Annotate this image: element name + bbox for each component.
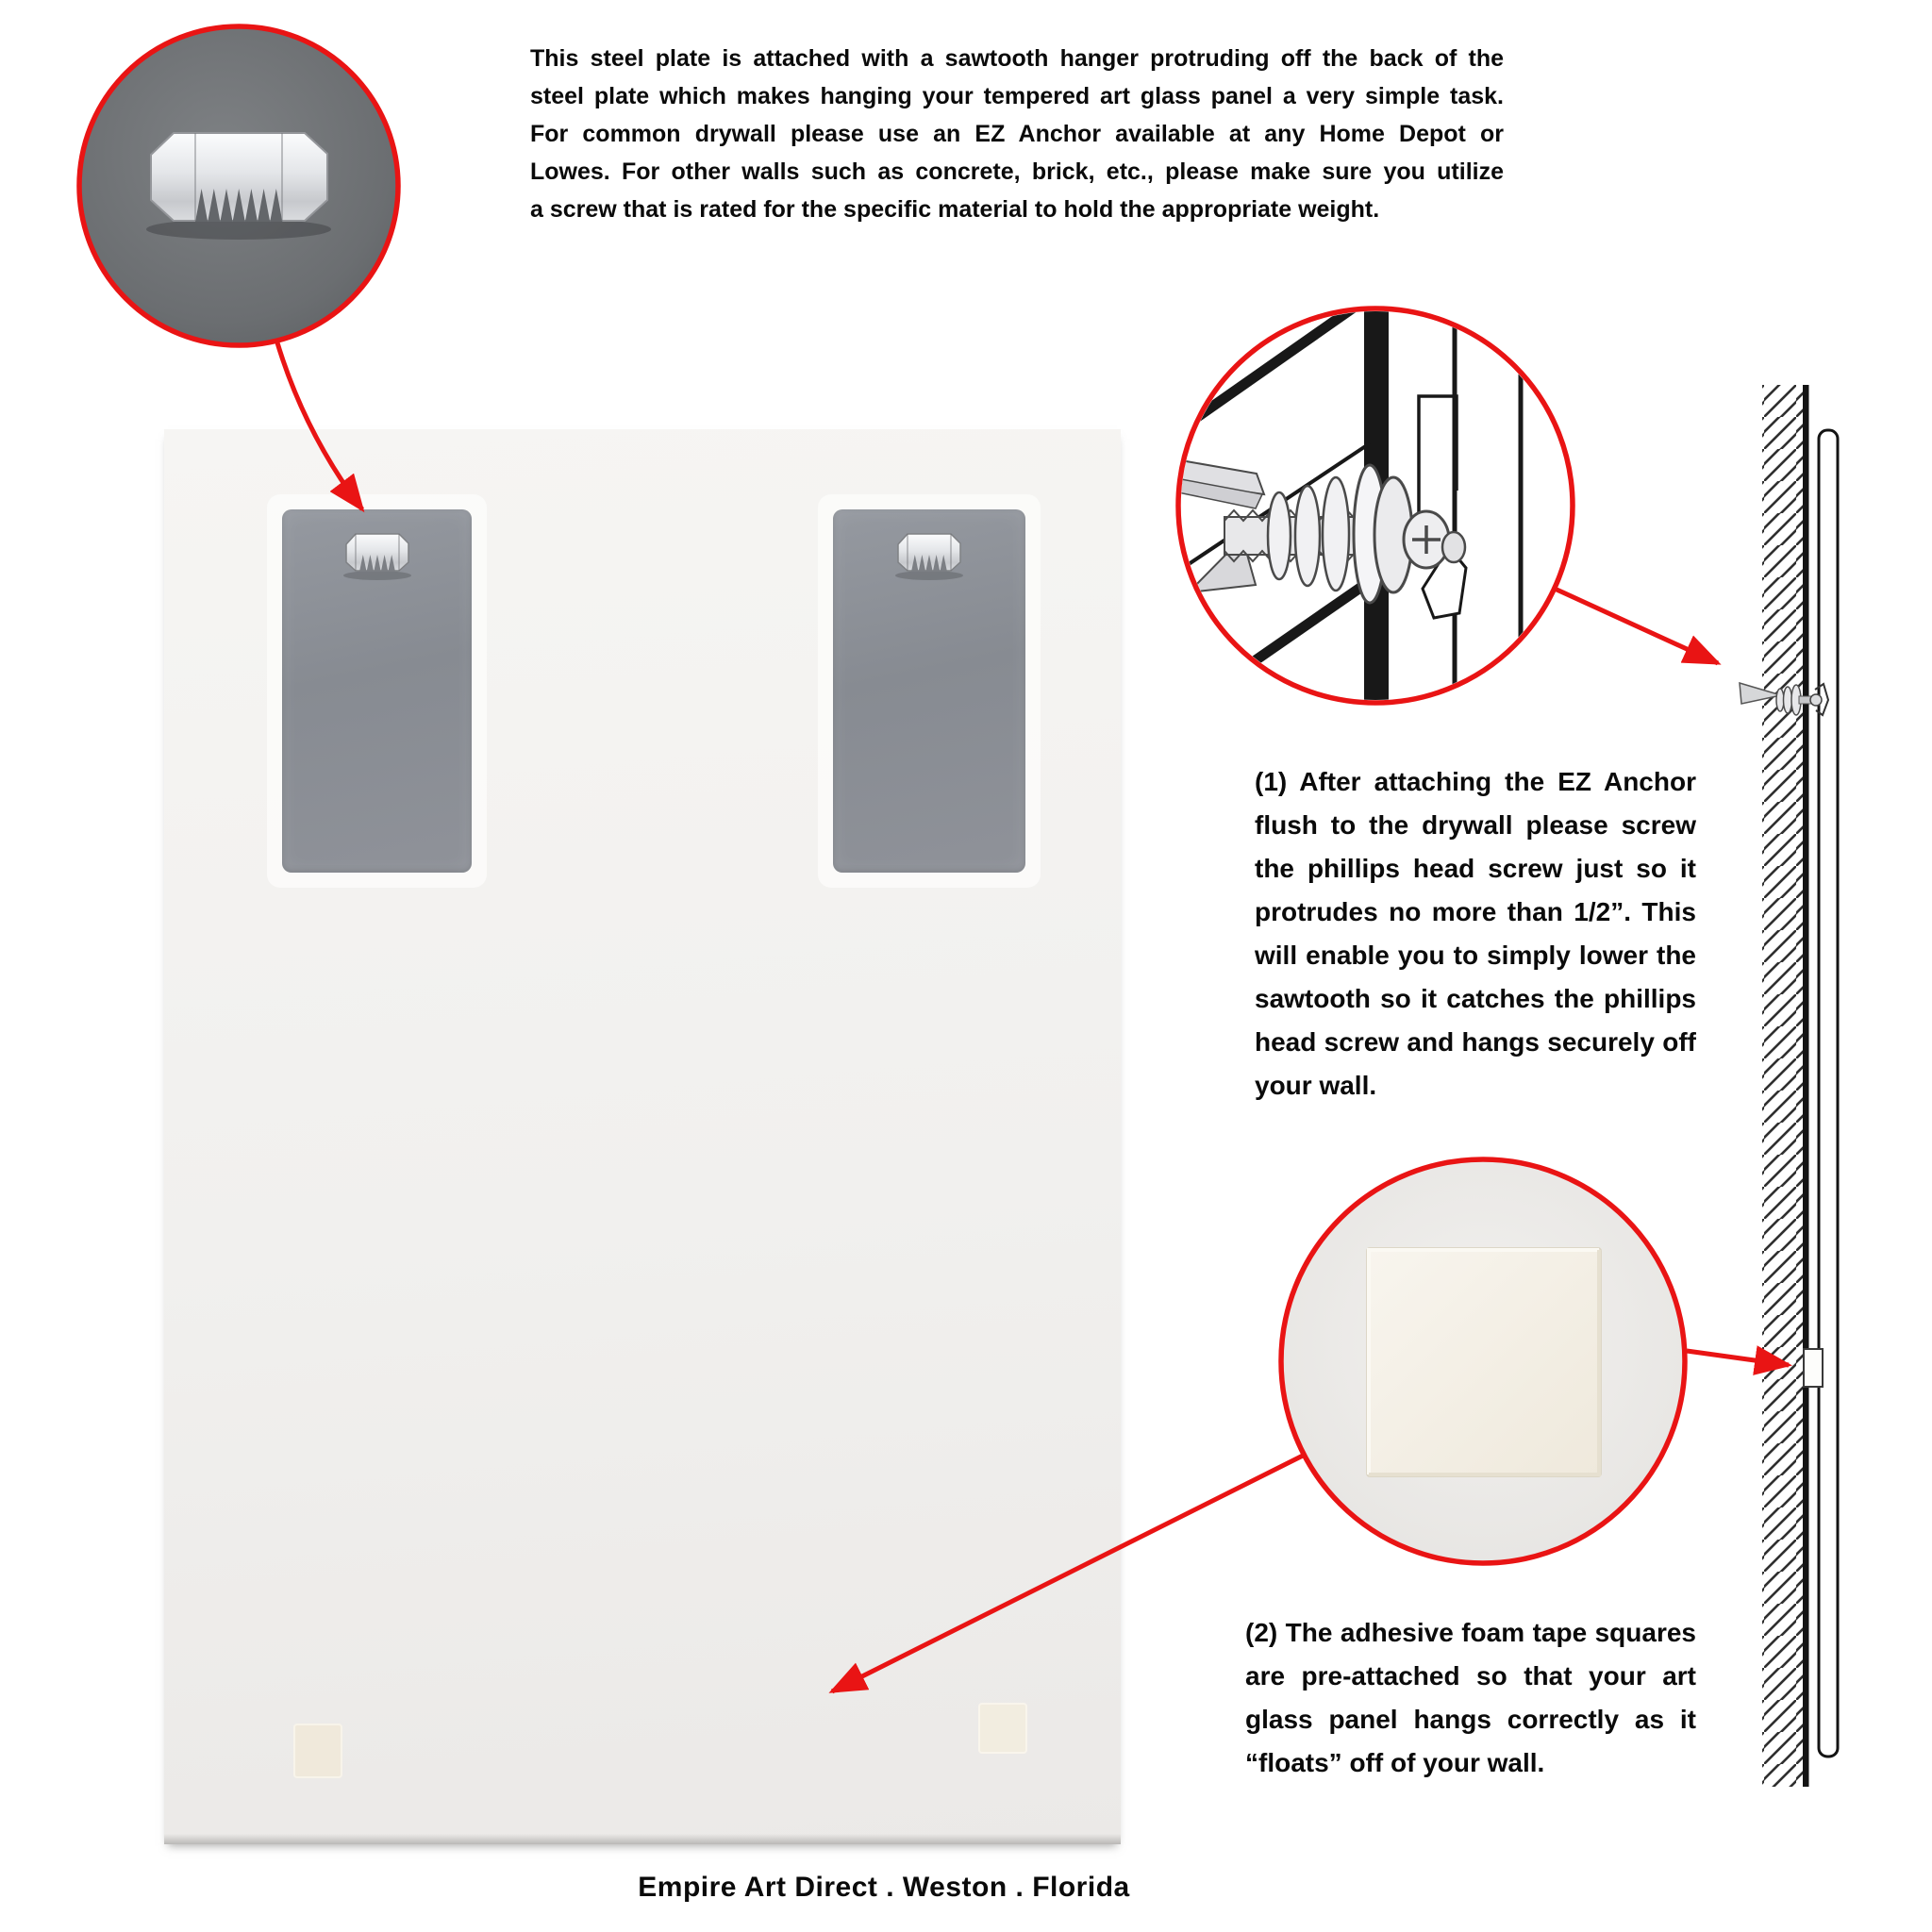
steel-plate-right [833,509,1025,873]
step2-line: (2) The adhesive foam tape squares [1245,1618,1696,1647]
wall-foam-square [1804,1349,1823,1387]
steel-plate-left [282,509,472,873]
foam-square-photo-icon [1367,1248,1601,1476]
ez-anchor-detail-circle [1166,283,1573,755]
wall-line [1803,385,1809,1787]
intro-line: For common drywall please use an EZ Anchor available at any Home Depot or [530,121,1504,147]
step1-line: will enable you to simply lower the [1255,941,1696,970]
intro-line: steel plate which makes hanging your tempered art glass panel a very simple task. [530,83,1504,109]
step1-line: flush to the drywall please screw [1255,810,1696,840]
intro-line: a screw that is rated for the specific material to hold the appropriate weight. [530,196,1380,223]
sawtooth-hanger-photo-icon [146,133,331,240]
step2-paragraph [1245,1611,1696,1785]
callout-arrow-foam-to-wall [1687,1351,1789,1365]
ez-anchor-illustration-icon [1166,283,1521,755]
step1-line: the phillips head screw just so it [1255,854,1696,883]
wall-side-view [1740,385,1838,1787]
intro-paragraph [530,40,1504,228]
panel-side-view [1819,430,1838,1757]
step1-line: head screw and hangs securely off [1255,1027,1696,1057]
step1-paragraph [1255,760,1696,1108]
footer-text: Empire Art Direct . Weston . Florida [638,1872,1130,1903]
foam-tape-detail-circle [1281,1159,1685,1563]
step2-line: glass panel hangs correctly as it [1245,1705,1696,1734]
sawtooth-detail-circle [79,26,398,345]
intro-line: Lowes. For other walls such as concrete, brick, etc., please make sure you utilize [530,158,1504,185]
step2-line: “floats” off of your wall. [1245,1748,1545,1777]
wall-anchor-icon [1740,683,1828,715]
step1-line: (1) After attaching the EZ Anchor [1255,767,1696,796]
intro-line: This steel plate is attached with a sawtooth hanger protruding off the back of the [530,45,1504,72]
step1-line: sawtooth so it catches the phillips [1255,984,1696,1013]
step1-line: your wall. [1255,1071,1377,1100]
step1-line: protrudes no more than 1/2”. This [1255,897,1696,926]
wall-hatching [1762,385,1804,1787]
callout-arrow-ez-anchor [1555,589,1718,663]
step2-line: are pre-attached so that your art [1245,1661,1696,1690]
